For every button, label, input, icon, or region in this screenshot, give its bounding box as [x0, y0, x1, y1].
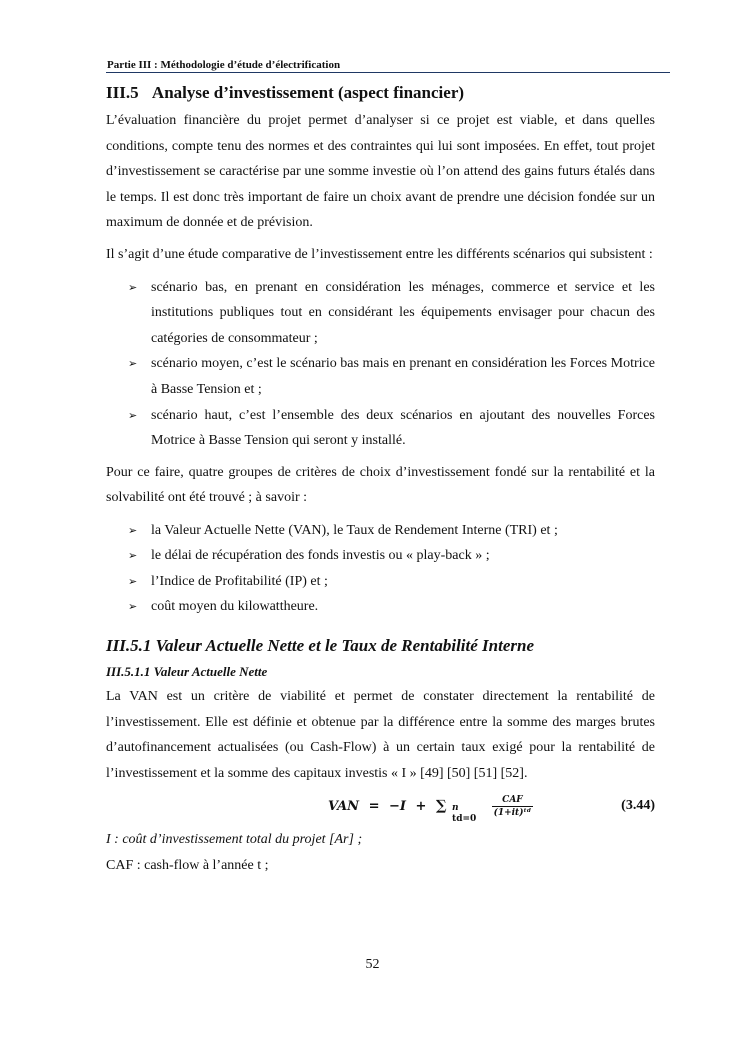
arrow-bullet-icon: ➢ — [128, 408, 138, 422]
sum-symbol: ∑ — [435, 798, 447, 815]
sum-limits — [451, 795, 485, 824]
criterion-kwh-cost: coût moyen du kilowattheure. — [151, 599, 319, 615]
criteria-list — [106, 518, 655, 620]
equation-lhs: VAN — [328, 799, 360, 815]
scenario-medium-text: scénario moyen, c’est le scénario bas mais en prenant en considération les Forces Motrice à Basse Tension et ; — [151, 356, 655, 397]
fraction-denominator: (1+it)ᵗᵈ — [493, 808, 532, 819]
equation-number: (3.44) — [621, 798, 655, 814]
equation-body — [328, 791, 533, 822]
running-header: Partie III : Méthodologie d’étude d’électrification — [107, 59, 341, 71]
list-item — [106, 403, 655, 454]
criterion-payback: le délai de récupération des fonds investis ou « play-back » ; — [151, 548, 490, 564]
list-item — [106, 275, 655, 352]
van-definition-paragraph: La VAN est un critère de viabilité et permet de constater directement la rentabilité de l’investissement. Elle est définie et obtenue par la différence entre la somme des marges brutes d’autofinancement actualisées (ou Cash-Flow) à un certain taux exigé pour la rentabilité de l’investissement et la somme des capitaux investis « I » [49] [50] [51] [52]. — [106, 688, 655, 781]
intro-paragraph: L’évaluation financière du projet permet d’analyser si ce projet est viable, et dans quelles conditions, compte tenu des normes et des contraintes qui lui sont imposées. En effet, tout projet d’investissement se caractérise par une somme investie où l’on attend des gains futurs étalés dans le temps. Il est donc très important de faire un choix avant de prendre une décision fondée sur un maximum de donnée et de prévision. — [106, 113, 655, 231]
section-number: III.5 — [106, 83, 139, 102]
equation-equals: = — [368, 799, 380, 815]
definition-caf: CAF : cash-flow à l’année t ; — [106, 857, 269, 873]
list-item — [106, 351, 655, 402]
scenarios-intro-paragraph: Il s’agit d’une étude comparative de l’investissement entre les différents scénarios qui subsistent : — [106, 246, 653, 262]
arrow-bullet-icon: ➢ — [128, 357, 138, 371]
van-equation — [106, 789, 655, 827]
fraction-numerator: CAF — [492, 794, 534, 807]
definition-investment-cost: I : coût d’investissement total du projet [Ar] ; — [106, 832, 363, 848]
sum-upper-limit: n — [452, 802, 459, 813]
subsubsection-heading: III.5.1.1 Valeur Actuelle Nette — [106, 663, 268, 679]
page-number: 52 — [365, 957, 380, 972]
subsection-heading: III.5.1 Valeur Actuelle Nette et le Taux de Rentabilité Interne — [106, 635, 534, 655]
scenario-high-text: scénario haut, c’est l’ensemble des deux scénarios en ajoutant des nouvelles Forces Motrice à Basse Tension qui seront y installé. — [151, 407, 655, 449]
header-rule — [106, 72, 670, 73]
criteria-intro-paragraph: Pour ce faire, quatre groupes de critères de choix d’investissement fondé sur la rentabilité et la solvabilité ont été trouvé ; à savoir : — [106, 464, 655, 506]
arrow-bullet-icon: ➢ — [128, 280, 138, 294]
page-content — [106, 80, 655, 878]
equation-plus: + — [415, 799, 427, 815]
arrow-bullet-icon: ➢ — [128, 549, 138, 563]
criterion-ip: l’Indice de Profitabilité (IP) et ; — [151, 573, 328, 589]
arrow-bullet-icon: ➢ — [128, 600, 138, 614]
list-item — [106, 569, 655, 595]
section-heading — [106, 80, 655, 108]
list-item — [106, 543, 655, 569]
sum-lower-limit: td=0 — [452, 813, 477, 824]
arrow-bullet-icon: ➢ — [128, 574, 138, 588]
list-item — [106, 594, 655, 620]
scenario-low-text: scénario bas, en prenant en considération les ménages, commerce et service et les institutions publiques tout en considérant les équipements envisager pour chacun des catégories de consommateur ; — [151, 279, 655, 346]
list-item — [106, 518, 655, 544]
section-title: Analyse d’investissement (aspect financier) — [151, 83, 465, 102]
scenario-list — [106, 275, 655, 454]
equation-minus-term: −I — [389, 799, 406, 815]
arrow-bullet-icon: ➢ — [128, 523, 138, 537]
equation-fraction — [492, 794, 534, 819]
criterion-van-tri: la Valeur Actuelle Nette (VAN), le Taux de Rendement Interne (TRI) et ; — [151, 522, 558, 538]
